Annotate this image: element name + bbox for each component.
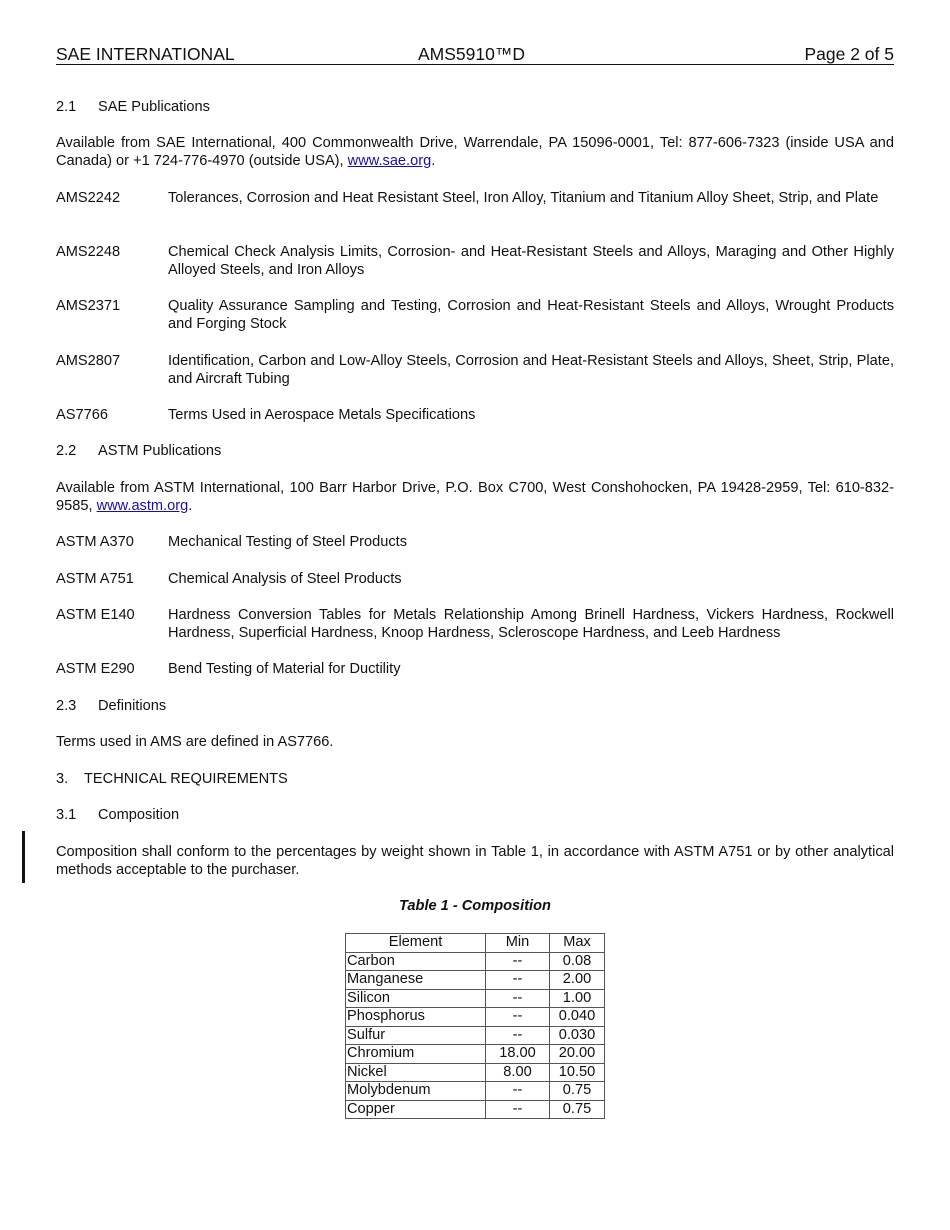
min-cell: -- [486,989,550,1008]
reference-code: ASTM E290 [56,661,135,677]
reference-code: ASTM A370 [56,534,134,550]
reference-code: AMS2371 [56,298,121,314]
reference-code: AMS2242 [56,190,121,206]
composition-paragraph: Composition shall conform to the percentages by weight shown in Table 1, in accordance with ASTM A751 or by other analytical methods acceptable to the purchaser. [56,844,894,878]
max-cell: 0.030 [550,1026,605,1045]
reference-code: AMS2807 [56,353,121,369]
max-cell: 0.75 [550,1082,605,1101]
astm-availability-text: Available from ASTM International, 100 Barr Harbor Drive, P.O. Box C700, West Conshohocken, PA 19428-2959, Tel: 610-832-9585, [56,480,894,514]
min-cell: -- [486,1026,550,1045]
header-org: SAE INTERNATIONAL [56,44,235,64]
table-caption: Table 1 - Composition [399,898,551,914]
sae-availability-paragraph: Available from SAE International, 400 Commonwealth Drive, Warrendale, PA 15096-0001, Tel: 877-606-7323 (inside USA and Canada) or +1 724-776-4970 (outside USA), www.sae.org. [56,135,894,169]
sae-website-link[interactable]: www.sae.org [347,153,432,169]
section-title: TECHNICAL REQUIREMENTS [84,771,288,787]
element-cell: Nickel [346,1063,486,1082]
section-2-3-heading [56,697,894,715]
max-cell: 1.00 [550,989,605,1008]
column-header-max: Max [550,934,605,953]
element-cell: Carbon [346,952,486,971]
table-row [346,1045,605,1064]
table-header-row [346,934,605,953]
max-cell: 0.75 [550,1100,605,1119]
min-cell: -- [486,1100,550,1119]
table-row [346,1100,605,1119]
reference-code: ASTM E140 [56,607,135,623]
reference-title: Hardness Conversion Tables for Metals Relationship Among Brinell Hardness, Vickers Hardness, Rockwell Hardness, Superficial Hardness, Knoop Hardness, Scleroscope Hardness, and Leeb Hardness [168,607,894,641]
section-2-2-heading [56,442,894,460]
column-header-min: Min [486,934,550,953]
reference-title: Bend Testing of Material for Ductility [168,661,401,677]
section-number: 2.2 [56,443,77,459]
max-cell: 0.040 [550,1008,605,1027]
min-cell: -- [486,1082,550,1101]
composition-table [345,933,605,1119]
sae-availability-text: Available from SAE International, 400 Commonwealth Drive, Warrendale, PA 15096-0001, Tel: 877-606-7323 (inside USA and Canada) or +1 724-776-4970 (outside USA), [56,135,894,169]
element-cell: Manganese [346,971,486,990]
table-row [346,1026,605,1045]
element-cell: Sulfur [346,1026,486,1045]
reference-code: AS7766 [56,407,108,423]
reference-title: Terms Used in Aerospace Metals Specifications [168,407,476,423]
table-row [346,971,605,990]
section-title: SAE Publications [98,99,210,115]
reference-title: Chemical Check Analysis Limits, Corrosion- and Heat-Resistant Steels and Alloys, Maraging and Other Highly Alloyed Steels, and Iron Alloys [168,244,894,278]
table-row [346,952,605,971]
min-cell: -- [486,952,550,971]
page-header [56,44,894,65]
max-cell: 10.50 [550,1063,605,1082]
table-row [346,1063,605,1082]
table-row [346,1082,605,1101]
min-cell: 18.00 [486,1045,550,1064]
element-cell: Molybdenum [346,1082,486,1101]
section-title: Definitions [98,698,167,714]
reference-title: Quality Assurance Sampling and Testing, Corrosion and Heat-Resistant Steels and Alloys, Wrought Products and Forging Stock [168,298,894,332]
element-cell: Silicon [346,989,486,1008]
max-cell: 20.00 [550,1045,605,1064]
min-cell: -- [486,1008,550,1027]
section-3-1-heading [56,806,894,824]
reference-title: Mechanical Testing of Steel Products [168,534,408,550]
section-number: 3. [56,771,69,787]
max-cell: 2.00 [550,971,605,990]
table-row [346,989,605,1008]
astm-website-link[interactable]: www.astm.org [96,498,189,514]
header-page-number: Page 2 of 5 [804,44,894,64]
element-cell: Phosphorus [346,1008,486,1027]
astm-availability-paragraph: Available from ASTM International, 100 Barr Harbor Drive, P.O. Box C700, West Conshohocken, PA 19428-2959, Tel: 610-832-9585, www.astm.org. [56,480,894,514]
column-header-element: Element [346,934,486,953]
max-cell: 0.08 [550,952,605,971]
element-cell: Chromium [346,1045,486,1064]
reference-title: Tolerances, Corrosion and Heat Resistant Steel, Iron Alloy, Titanium and Titanium Alloy Sheet, Strip, and Plate [168,190,879,206]
revision-change-bar [22,831,25,883]
min-cell: -- [486,971,550,990]
section-number: 2.3 [56,698,77,714]
section-number: 2.1 [56,99,77,115]
reference-code: AMS2248 [56,244,121,260]
reference-code: ASTM A751 [56,571,134,587]
reference-title: Identification, Carbon and Low-Alloy Steels, Corrosion and Heat-Resistant Steels and Alloys, Sheet, Strip, Plate, and Aircraft Tubing [168,353,894,387]
section-title: ASTM Publications [98,443,222,459]
section-number: 3.1 [56,807,77,823]
definitions-paragraph: Terms used in AMS are defined in AS7766. [56,734,334,750]
table-row [346,1008,605,1027]
min-cell: 8.00 [486,1063,550,1082]
section-2-1-heading [56,98,894,116]
header-doc-number: AMS5910™D [418,44,525,64]
section-title: Composition [98,807,180,823]
reference-title: Chemical Analysis of Steel Products [168,571,402,587]
section-3-heading [56,770,894,788]
element-cell: Copper [346,1100,486,1119]
